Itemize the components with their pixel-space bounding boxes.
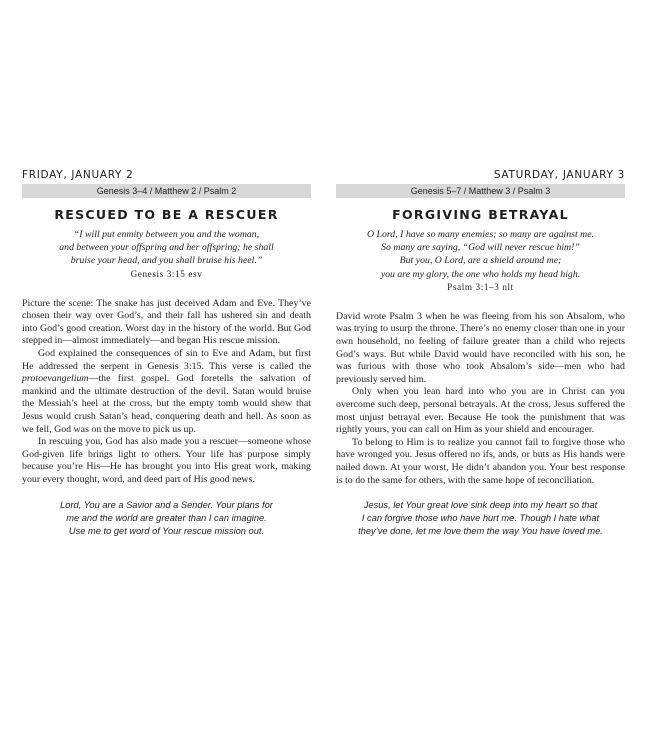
prayer-line: me and the world are greater than I can imagine. <box>66 512 267 523</box>
prayer-line: Jesus, let Your great love sink deep into my heart so that <box>363 500 598 511</box>
scripture-quote <box>22 228 311 268</box>
right-page <box>336 168 625 538</box>
verse-line: bruise your head, and you shall bruise his heel.” <box>70 255 263 267</box>
devotional-body <box>22 298 311 487</box>
scripture-reference: Genesis 3:15 esv <box>130 268 203 279</box>
body-text: —the first gospel. God foretells the salvation of mankind and the ultimate destruction of the devil. Satan would bruise the Messiah’s heel at the cross, but the empty tomb would show that Jesus would crush Satan’s head, conquering death and hell. As soon as we fell, God was on the move to pick us up. <box>22 373 311 435</box>
page-date: SATURDAY, JANUARY 3 <box>493 169 625 181</box>
devotional-title: RESCUED TO BE A RESCUER <box>54 207 279 222</box>
devotional-body <box>336 311 625 487</box>
scripture-reference: Psalm 3:1–3 nlt <box>447 281 514 292</box>
body-paragraph: Only when you lean hard into who you are in Christ can you overcome such deep, personal betrayals. At the cross, Jesus suffered the most unjust betrayal ever. Because He took the punishment that was rightly yours, you can call on Him as your shield and encourager. <box>336 386 625 436</box>
page-date: FRIDAY, JANUARY 2 <box>22 169 134 181</box>
body-text: God explained the consequences of sin to Eve and Adam, but first He addressed the serpent in Genesis 3:15. This verse is called the <box>22 347 311 372</box>
italic-term: protoevangelium <box>22 373 89 385</box>
verse-line: So many are saying, “God will never rescue him!” <box>381 242 580 254</box>
devotional-title: FORGIVING BETRAYAL <box>392 207 569 222</box>
verse-line: “I will put enmity between you and the woman, <box>73 229 260 240</box>
reading-plan-bar: Genesis 5–7 / Matthew 3 / Psalm 3 <box>336 184 625 198</box>
left-page <box>22 168 311 538</box>
body-paragraph: Picture the scene: The snake has just deceived Adam and Eve. They’ve chosen their way over God’s, and their fall has ushered sin and death into God’s good creation. Worst day in the history of the world. But God stepped in—almost immediately—and began His rescue mission. <box>22 297 311 347</box>
verse-line: But you, O Lord, are a shield around me; <box>399 255 562 267</box>
verse-line: you are my glory, the one who holds my head high. <box>380 268 581 280</box>
body-paragraph: To belong to Him is to realize you cannot fail to forgive those who have wronged you. Jesus offered no ifs, ands, or buts as His hands were nailed down. At your worst, He didn’t abandon you. Your best response is to do the same for others, with the same hope of reconciliation. <box>336 436 625 486</box>
body-paragraph <box>22 348 311 436</box>
prayer-line: I can forgive those who have hurt me. Though I hate what <box>361 513 600 524</box>
reading-plan-bar: Genesis 3–4 / Matthew 2 / Psalm 2 <box>22 184 311 198</box>
scripture-quote <box>336 228 625 281</box>
verse-line: and between your offspring and her offspring; he shall <box>59 242 274 254</box>
body-paragraph: David wrote Psalm 3 when he was fleeing from his son Absalom, who was trying to usurp the throne. There’s no enemy closer than one in your own household, no feeling of failure greater than a child who rejects God’s ways. But while David would have reconciled with his son, he was furious with those who took Absalom’s side—men who had previously served him. <box>336 310 625 385</box>
closing-prayer <box>22 499 311 538</box>
prayer-line: Use me to get word of Your rescue mission out. <box>68 525 265 536</box>
verse-line: O Lord, I have so many enemies; so many are against me. <box>366 229 594 240</box>
prayer-line: they’ve done, let me love them the way You have loved me. <box>358 526 603 537</box>
closing-prayer <box>336 499 625 538</box>
body-paragraph: In rescuing you, God has also made you a rescuer—someone whose God-given life brings light to others. Your life has purpose simply because you’re His—He has brought you into His great work, making your every thought, word, and deed part of His good news. <box>22 436 311 485</box>
prayer-line: Lord, You are a Savior and a Sender. Your plans for <box>60 499 273 510</box>
